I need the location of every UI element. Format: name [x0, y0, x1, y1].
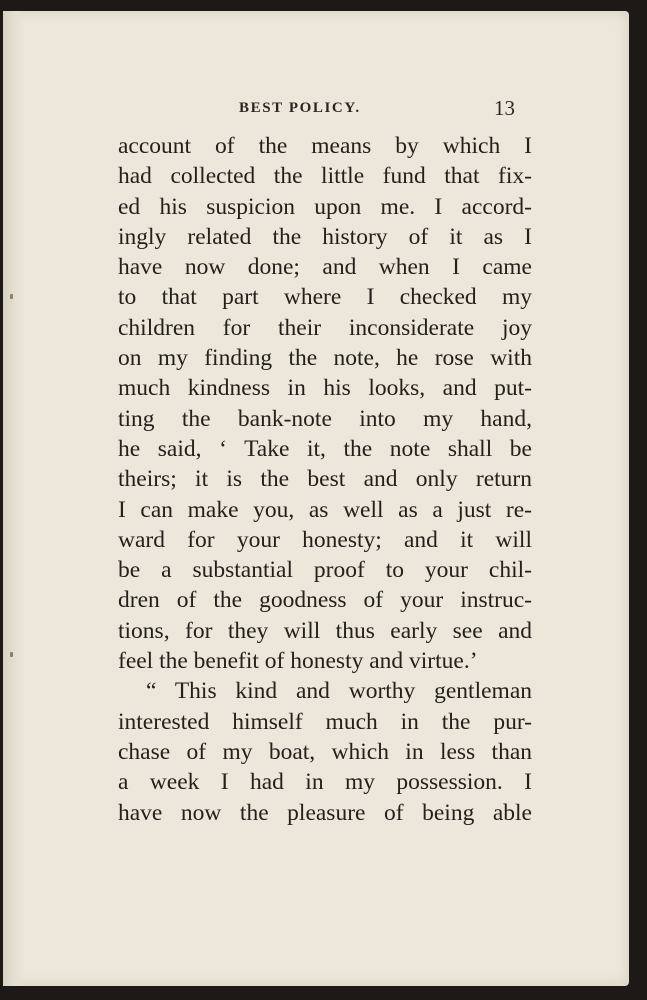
text-line: be a substantial proof to your chil- [118, 557, 532, 584]
body-text [118, 131, 532, 828]
text-line: feel the benefit of honesty and virtue.’ [118, 648, 478, 675]
text-line: account of the means by which I [118, 133, 532, 159]
running-title: BEST POLICY. [239, 100, 361, 116]
text-line: “ This kind and worthy gentleman [146, 678, 532, 705]
text-line: have now done; and when I came [118, 254, 532, 281]
text-line: had collected the little fund that fix- [118, 163, 532, 190]
text-line: ingly related the history of it as I [118, 223, 532, 250]
binding-mark [10, 652, 13, 657]
text-line: ward for your honesty; and it will [118, 526, 532, 553]
text-line: ting the bank-note into my hand, [118, 405, 532, 432]
text-line: to that part where I checked my [118, 284, 532, 311]
text-line: tions, for they will thus early see and [118, 617, 532, 644]
text-line: a week I had in my possession. I [118, 769, 532, 796]
text-line: theirs; it is the best and only return [118, 466, 532, 493]
text-line: ed his suspicion upon me. I accord- [118, 193, 532, 220]
text-line: children for their inconsiderate joy [118, 314, 532, 341]
text-line: interested himself much in the pur- [118, 708, 532, 735]
text-line: have now the pleasure of being able [118, 799, 532, 826]
text-line: I can make you, as well as a just re- [118, 496, 532, 523]
text-line: on my finding the note, he rose with [118, 345, 532, 372]
text-line: dren of the goodness of your instruc- [118, 587, 532, 614]
page-gutter [3, 11, 25, 986]
text-line: he said, ‘ Take it, the note shall be [118, 435, 532, 462]
page-number: 13 [494, 96, 515, 120]
text-line: much kindness in his looks, and put- [118, 375, 532, 402]
binding-mark [10, 294, 13, 299]
text-line: chase of my boat, which in less than [118, 738, 532, 765]
